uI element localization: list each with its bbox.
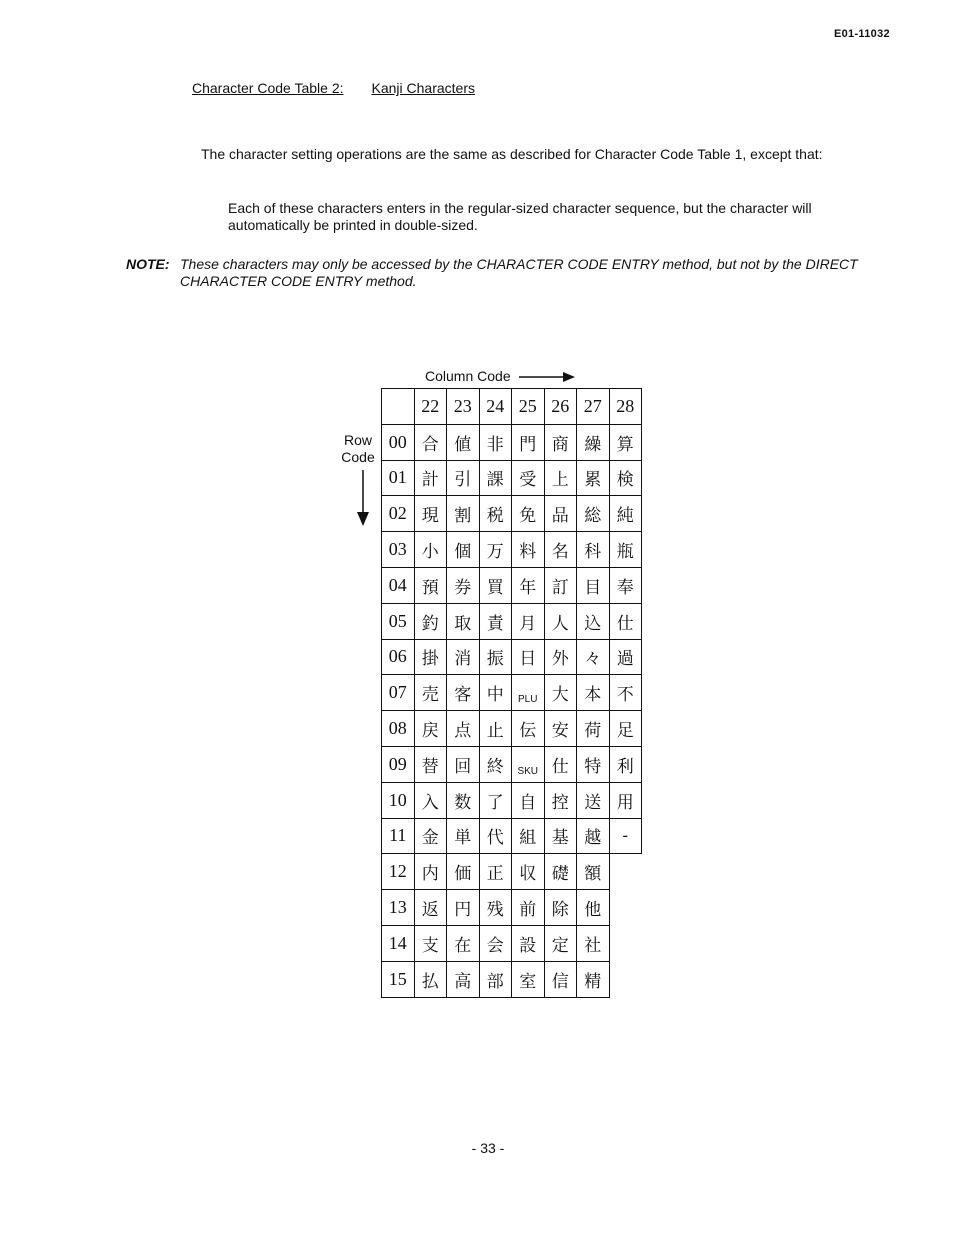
character-cell: 課 xyxy=(479,460,512,496)
character-cell: 払 xyxy=(414,961,447,997)
table-row xyxy=(382,782,642,818)
row-code-cell: 03 xyxy=(382,532,415,568)
character-cell: 仕 xyxy=(609,603,642,639)
column-code-cell: 28 xyxy=(609,389,642,425)
empty-cell xyxy=(609,961,642,997)
character-cell: 送 xyxy=(577,782,610,818)
character-cell: 月 xyxy=(512,603,545,639)
character-cell: 万 xyxy=(479,532,512,568)
character-cell: 残 xyxy=(479,890,512,926)
column-code-cell: 24 xyxy=(479,389,512,425)
character-cell: 中 xyxy=(479,675,512,711)
table-row xyxy=(382,424,642,460)
character-cell: 定 xyxy=(544,925,577,961)
column-code-cell: 25 xyxy=(512,389,545,425)
empty-cell xyxy=(609,890,642,926)
character-cell: 過 xyxy=(609,639,642,675)
character-cell: 特 xyxy=(577,746,610,782)
character-cell: 除 xyxy=(544,890,577,926)
character-cell: 外 xyxy=(544,639,577,675)
row-code-cell: 09 xyxy=(382,746,415,782)
character-cell: 消 xyxy=(447,639,480,675)
character-cell: 引 xyxy=(447,460,480,496)
empty-cell xyxy=(609,854,642,890)
character-cell: 回 xyxy=(447,746,480,782)
character-cell: 年 xyxy=(512,567,545,603)
character-cell: 終 xyxy=(479,746,512,782)
row-code-cell: 12 xyxy=(382,854,415,890)
table-row xyxy=(382,890,642,926)
character-cell: 免 xyxy=(512,496,545,532)
page-title xyxy=(192,80,475,96)
table-row xyxy=(382,746,642,782)
table-row xyxy=(382,496,642,532)
title-left: Character Code Table 2: xyxy=(192,80,344,96)
character-cell: 料 xyxy=(512,532,545,568)
table-row xyxy=(382,675,642,711)
character-cell: 会 xyxy=(479,925,512,961)
row-code-cell: 07 xyxy=(382,675,415,711)
row-code-cell: 14 xyxy=(382,925,415,961)
character-cell: 設 xyxy=(512,925,545,961)
character-cell: 額 xyxy=(577,854,610,890)
character-cell: 小 xyxy=(414,532,447,568)
table-row xyxy=(382,532,642,568)
table-row xyxy=(382,711,642,747)
table-row xyxy=(382,854,642,890)
row-code-cell: 15 xyxy=(382,961,415,997)
character-cell: 返 xyxy=(414,890,447,926)
character-cell: 足 xyxy=(609,711,642,747)
character-cell: 券 xyxy=(447,567,480,603)
character-cell: 支 xyxy=(414,925,447,961)
character-label: SKU xyxy=(517,765,539,777)
character-cell: 収 xyxy=(512,854,545,890)
character-cell: 品 xyxy=(544,496,577,532)
column-code-cell: 26 xyxy=(544,389,577,425)
character-cell: 自 xyxy=(512,782,545,818)
character-cell: 用 xyxy=(609,782,642,818)
character-cell: 売 xyxy=(414,675,447,711)
character-cell: 正 xyxy=(479,854,512,890)
character-cell: 部 xyxy=(479,961,512,997)
row-code-cell: 04 xyxy=(382,567,415,603)
character-cell: 礎 xyxy=(544,854,577,890)
character-cell: 純 xyxy=(609,496,642,532)
table-row xyxy=(382,639,642,675)
character-cell: 数 xyxy=(447,782,480,818)
row-code-cell: 11 xyxy=(382,818,415,854)
table-row xyxy=(382,603,642,639)
character-cell: 安 xyxy=(544,711,577,747)
character-cell: 了 xyxy=(479,782,512,818)
column-code-cell: 22 xyxy=(414,389,447,425)
character-cell: 代 xyxy=(479,818,512,854)
character-cell: 非 xyxy=(479,424,512,460)
character-cell xyxy=(512,746,545,782)
character-cell: 本 xyxy=(577,675,610,711)
character-cell: 点 xyxy=(447,711,480,747)
character-cell: 現 xyxy=(414,496,447,532)
character-cell: 伝 xyxy=(512,711,545,747)
character-cell: 商 xyxy=(544,424,577,460)
row-code-cell: 01 xyxy=(382,460,415,496)
column-code-cell: 23 xyxy=(447,389,480,425)
character-label: PLU xyxy=(518,694,538,706)
table-row xyxy=(382,925,642,961)
character-cell: 個 xyxy=(447,532,480,568)
character-cell: 止 xyxy=(479,711,512,747)
right-arrow-icon xyxy=(519,371,575,383)
character-cell: 内 xyxy=(414,854,447,890)
character-cell: 算 xyxy=(609,424,642,460)
character-cell: 釣 xyxy=(414,603,447,639)
character-cell: 累 xyxy=(577,460,610,496)
character-cell: 買 xyxy=(479,567,512,603)
character-cell: 控 xyxy=(544,782,577,818)
character-cell: 訂 xyxy=(544,567,577,603)
row-code-cell: 10 xyxy=(382,782,415,818)
character-cell: 替 xyxy=(414,746,447,782)
row-label-line-2: Code xyxy=(341,449,375,465)
character-cell: 大 xyxy=(544,675,577,711)
character-cell: 精 xyxy=(577,961,610,997)
character-cell: 円 xyxy=(447,890,480,926)
character-cell: 金 xyxy=(414,818,447,854)
character-cell: 上 xyxy=(544,460,577,496)
row-code-cell: 13 xyxy=(382,890,415,926)
character-cell: 価 xyxy=(447,854,480,890)
character-cell: 荷 xyxy=(577,711,610,747)
character-cell: 々 xyxy=(577,639,610,675)
character-cell: 戻 xyxy=(414,711,447,747)
character-cell: 客 xyxy=(447,675,480,711)
table-corner-cell xyxy=(382,389,415,425)
document-id: E01-11032 xyxy=(834,28,890,40)
character-cell: 込 xyxy=(577,603,610,639)
paragraph-detail: Each of these characters enters in the regular-sized character sequence, but the character will automatically be printed in double-sized. xyxy=(228,200,812,233)
character-cell: 総 xyxy=(577,496,610,532)
character-cell: 検 xyxy=(609,460,642,496)
character-cell: 高 xyxy=(447,961,480,997)
row-label-line-1: Row xyxy=(343,432,372,448)
character-cell: 受 xyxy=(512,460,545,496)
character-cell: 瓶 xyxy=(609,532,642,568)
character-cell: 信 xyxy=(544,961,577,997)
character-cell: 目 xyxy=(577,567,610,603)
character-cell: 仕 xyxy=(544,746,577,782)
note-label: NOTE: xyxy=(126,256,170,272)
empty-cell xyxy=(609,925,642,961)
character-cell: 他 xyxy=(577,890,610,926)
column-code-cell: 27 xyxy=(577,389,610,425)
character-cell: 割 xyxy=(447,496,480,532)
character-cell: 科 xyxy=(577,532,610,568)
character-cell: 基 xyxy=(544,818,577,854)
note xyxy=(126,256,868,290)
table-row xyxy=(382,961,642,997)
note-text: These characters may only be accessed by the CHARACTER CODE ENTRY method, but not by the DIRECT CHARACTER CODE ENTRY method. xyxy=(180,256,858,289)
character-cell: 責 xyxy=(479,603,512,639)
row-code-cell: 05 xyxy=(382,603,415,639)
character-cell: 奉 xyxy=(609,567,642,603)
character-cell: 税 xyxy=(479,496,512,532)
character-cell: 掛 xyxy=(414,639,447,675)
row-code-cell: 08 xyxy=(382,711,415,747)
character-cell: 人 xyxy=(544,603,577,639)
character-cell: 計 xyxy=(414,460,447,496)
character-cell: 取 xyxy=(447,603,480,639)
character-cell: 振 xyxy=(479,639,512,675)
character-cell: 不 xyxy=(609,675,642,711)
character-cell: 利 xyxy=(609,746,642,782)
column-code-label xyxy=(425,368,575,384)
table-row xyxy=(382,818,642,854)
character-cell: 日 xyxy=(512,639,545,675)
character-cell: 社 xyxy=(577,925,610,961)
row-code-label xyxy=(337,432,379,466)
character-cell: 合 xyxy=(414,424,447,460)
page-number: - 33 - xyxy=(471,1140,505,1156)
title-right: Kanji Characters xyxy=(371,80,475,96)
row-code-cell: 02 xyxy=(382,496,415,532)
character-cell: 室 xyxy=(512,961,545,997)
character-cell xyxy=(512,675,545,711)
character-cell: 前 xyxy=(512,890,545,926)
row-code-cell: 00 xyxy=(382,424,415,460)
character-cell: 名 xyxy=(544,532,577,568)
character-cell: 入 xyxy=(414,782,447,818)
character-code-table xyxy=(381,388,642,998)
table-row xyxy=(382,460,642,496)
down-arrow-icon xyxy=(356,470,370,526)
table-row xyxy=(382,567,642,603)
character-cell: - xyxy=(609,818,642,854)
column-code-text: Column Code xyxy=(425,368,511,384)
character-cell: 越 xyxy=(577,818,610,854)
character-cell: 預 xyxy=(414,567,447,603)
character-cell: 門 xyxy=(512,424,545,460)
row-code-cell: 06 xyxy=(382,639,415,675)
character-cell: 在 xyxy=(447,925,480,961)
character-cell: 単 xyxy=(447,818,480,854)
character-cell: 繰 xyxy=(577,424,610,460)
character-cell: 組 xyxy=(512,818,545,854)
character-cell: 値 xyxy=(447,424,480,460)
paragraph-intro: The character setting operations are the same as described for Character Code Table 1, except that: xyxy=(201,146,823,162)
table-header-row xyxy=(382,389,642,425)
